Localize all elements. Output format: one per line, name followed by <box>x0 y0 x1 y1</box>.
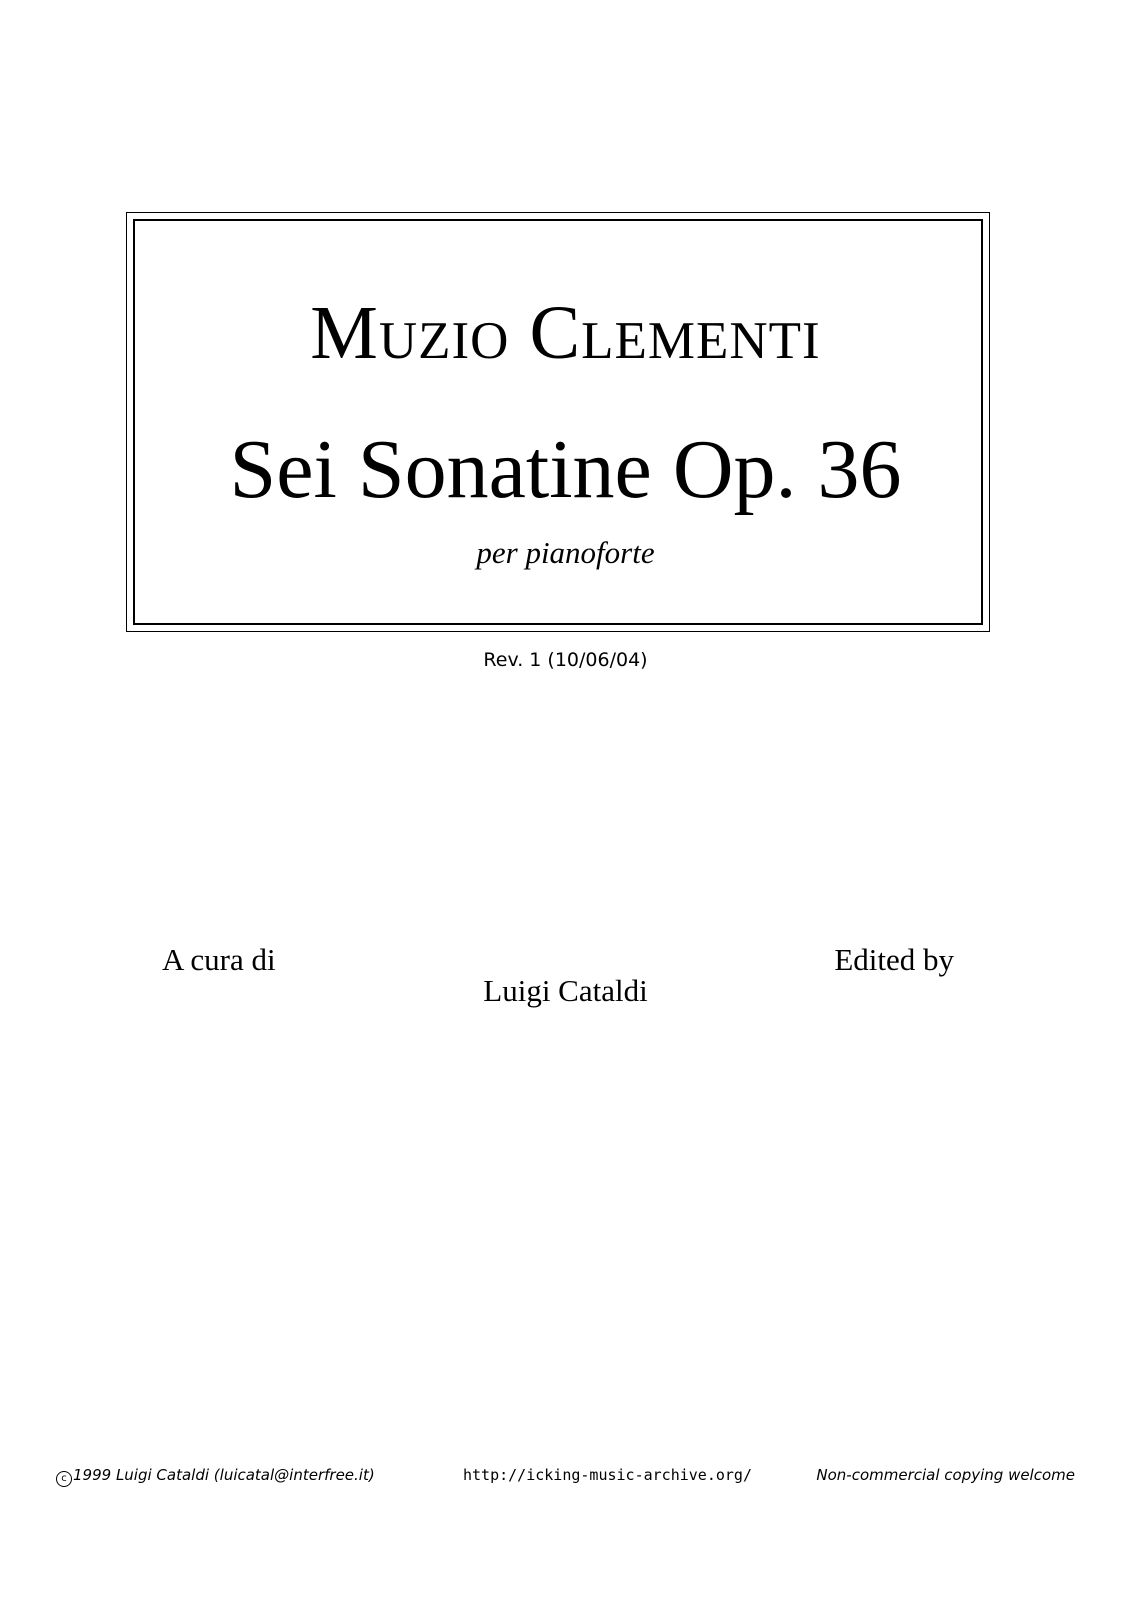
footer-url-link[interactable]: http://icking-music-archive.org/ <box>463 1466 752 1484</box>
footer-license-note: Non-commercial copying welcome <box>816 1466 1075 1484</box>
editor-label-italian: A cura di <box>162 942 276 977</box>
copyright-icon: c <box>56 1471 72 1487</box>
editor-name: Luigi Cataldi <box>483 973 648 1008</box>
work-subtitle: per pianoforte <box>476 535 655 570</box>
footer-copyright <box>56 1468 375 1487</box>
copyright-text: 1999 Luigi Cataldi (luicatal@interfree.it) <box>73 1466 375 1484</box>
revision-note: Rev. 1 (10/06/04) <box>483 649 648 671</box>
work-title: Sei Sonatine Op. 36 <box>229 423 902 516</box>
composer-name: Muzio Clementi <box>310 291 821 375</box>
editor-label-english: Edited by <box>834 942 954 977</box>
